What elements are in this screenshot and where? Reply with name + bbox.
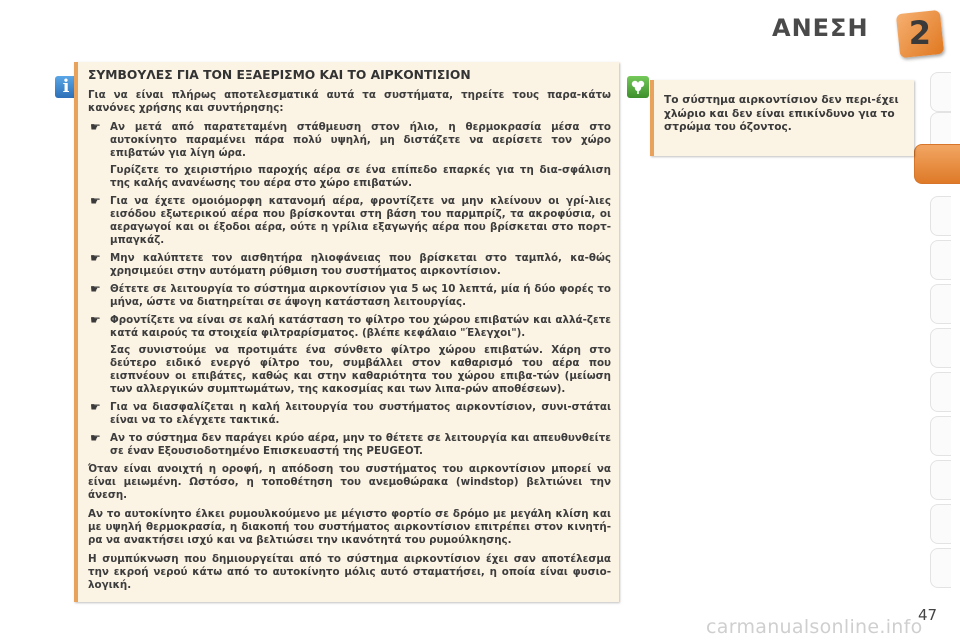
- advice-bullet: [88, 314, 611, 396]
- bullet-text: Φροντίζετε να είναι σε καλή κατάσταση το φίλτρο του χώρου επιβατών και αλλά-ζετε κατά καιρούς τα στοιχεία φιλτραρίσματος. (βλέπε κεφάλαιο "Έλεγχοι").: [110, 314, 611, 339]
- advice-note: Αν το αυτοκίνητο έλκει ρυμουλκούμενο με μέγιστο φορτίο σε δρόμο με μεγάλη κλίση και με υψηλή θερμοκρασία, η διακοπή του συστήματος αιρκοντίσιον επιτρέπει στον κινητή-ρα να ανακτήσει ισχύ και να βελτιώσει την ικανότητά του ρυμούλκησης.: [88, 508, 611, 546]
- pointing-hand-icon: ☛: [90, 400, 101, 414]
- side-tab-8[interactable]: [930, 372, 951, 412]
- info-icon: i: [55, 76, 77, 98]
- bullet-text: Αν μετά από παρατεταμένη στάθμευση στον ήλιο, η θερμοκρασία μέσα στο αυτοκίνητο παραμένει πάρα πολύ υψηλή, μη διστάζετε να αερίσετε τον χώρο επιβατών για λίγη ώρα.: [110, 121, 611, 159]
- page-number: 47: [918, 606, 938, 624]
- eco-note-box: [650, 80, 914, 156]
- watermark: carmanualsonline.info: [706, 616, 923, 638]
- advice-title: ΣΥΜΒΟΥΛΕΣ ΓΙΑ ΤΟΝ ΕΞΑΕΡΙΣΜΟ ΚΑΙ ΤΟ ΑΙΡΚΟΝΤΙΣΙΟΝ: [88, 68, 471, 82]
- pointing-hand-icon: ☛: [90, 431, 101, 445]
- pointing-hand-icon: ☛: [90, 120, 101, 134]
- bullet-text: Γυρίζετε το χειριστήριο παροχής αέρα σε ένα επίπεδο επαρκές για τη δια-σφάλιση της καλής ανανέωσης του αέρα στο χώρο επιβατών.: [110, 164, 611, 189]
- bullet-text: Σας συνιστούμε να προτιμάτε ένα σύνθετο φίλτρο χώρου επιβατών. Χάρη στο δεύτερο ειδικό ενεργό φίλτρο του, συμβάλλει στον καθαρισμό του αέρα που εισπνέουν οι επιβάτες, καθώς και στην καθαριότητα του χώρου επιβα-τών (μείωση των αλλεργικών συμπτωμάτων, της κακοσμίας και των λιπα-ρών αποθέσεων).: [110, 344, 611, 395]
- side-tab-11[interactable]: [930, 504, 951, 544]
- advice-bullet: [88, 195, 611, 247]
- side-tab-5[interactable]: [930, 240, 951, 280]
- bullet-text: Μην καλύπτετε τον αισθητήρα ηλιοφάνειας που βρίσκεται στο ταμπλό, κα-θώς χρησιμεύει στην αυτόματη ρύθμιση του συστήματος αιρκοντίσιον.: [110, 252, 611, 277]
- advice-note: Όταν είναι ανοιχτή η οροφή, η απόδοση του συστήματος του αιρκοντίσιον μπορεί να είναι μειωμένη. Ωστόσο, η τοποθέτηση του ανεμοθώρακα (windstop) βελτιώνει την άνεση.: [88, 463, 611, 501]
- bullet-text: Αν το σύστημα δεν παράγει κρύο αέρα, μην το θέτετε σε λειτουργία και απευθυνθείτε σε έναν Εξουσιοδοτημένο Επισκευαστή της PEUGEOT.: [110, 432, 611, 457]
- advice-bullet: [88, 121, 611, 190]
- side-tab-4[interactable]: [930, 196, 951, 236]
- bullet-text: Για να διασφαλίζεται η καλή λειτουργία του συστήματος αιρκοντίσιον, συνι-στάται είναι να το ελέγχετε τακτικά.: [110, 401, 611, 426]
- advice-box: [74, 62, 619, 602]
- bullet-text: Θέτετε σε λειτουργία το σύστημα αιρκοντίσιον για 5 ως 10 λεπτά, μία ή δύο φορές το μήνα, ώστε να διατηρείται σε άψογη κατάσταση λειτουργίας.: [110, 283, 611, 308]
- side-tab-3-active[interactable]: [914, 144, 960, 184]
- advice-content: [88, 68, 611, 598]
- advice-note: Η συμπύκνωση που δημιουργείται από το σύστημα αιρκοντίσιον έχει σαν αποτέλεσμα την εκροή νερού κάτω από το αυτοκίνητο μόλις αυτό σταματήσει, η οποία είναι φυσιο-λογική.: [88, 553, 611, 591]
- pointing-hand-icon: ☛: [90, 313, 101, 327]
- side-tab-12[interactable]: [930, 548, 951, 588]
- eco-note-text: Το σύστημα αιρκοντίσιον δεν περι-έχει χλώριο και δεν είναι επικίνδυνο για το στρώμα του όζοντος.: [664, 94, 899, 133]
- advice-bullet: [88, 432, 611, 458]
- side-tab-1[interactable]: [930, 72, 951, 112]
- eco-leaf-icon: [627, 76, 649, 98]
- pointing-hand-icon: ☛: [90, 194, 101, 208]
- side-tab-7[interactable]: [930, 328, 951, 368]
- pointing-hand-icon: ☛: [90, 282, 101, 296]
- advice-bullet: [88, 283, 611, 309]
- side-tab-10[interactable]: [930, 460, 951, 500]
- bullet-text: Για να έχετε ομοιόμορφη κατανομή αέρα, φροντίζετε να μην κλείνουν οι γρί-λιες εισόδου εξωτερικού αέρα που βρίσκονται στη βάση του παρμπρίζ, τα ακροφύσια, οι αεραγωγοί και οι έξοδοι αέρα, ούτε η γρίλια εξαγωγής αέρα που βρίσκεται στο πορτ-μπαγκάζ.: [110, 195, 611, 246]
- section-title: ΑΝΕΣΗ: [772, 14, 869, 42]
- advice-bullet: [88, 252, 611, 278]
- chapter-number: 2: [908, 14, 932, 53]
- advice-bullet: [88, 401, 611, 427]
- side-tab-9[interactable]: [930, 416, 951, 456]
- side-tab-6[interactable]: [930, 284, 951, 324]
- advice-intro: Για να είναι πλήρως αποτελεσματικά αυτά τα συστήματα, τηρείτε τους παρα-κάτω κανόνες χρήσης και συντήρησης:: [88, 89, 611, 114]
- chapter-badge: [896, 10, 944, 58]
- pointing-hand-icon: ☛: [90, 251, 101, 265]
